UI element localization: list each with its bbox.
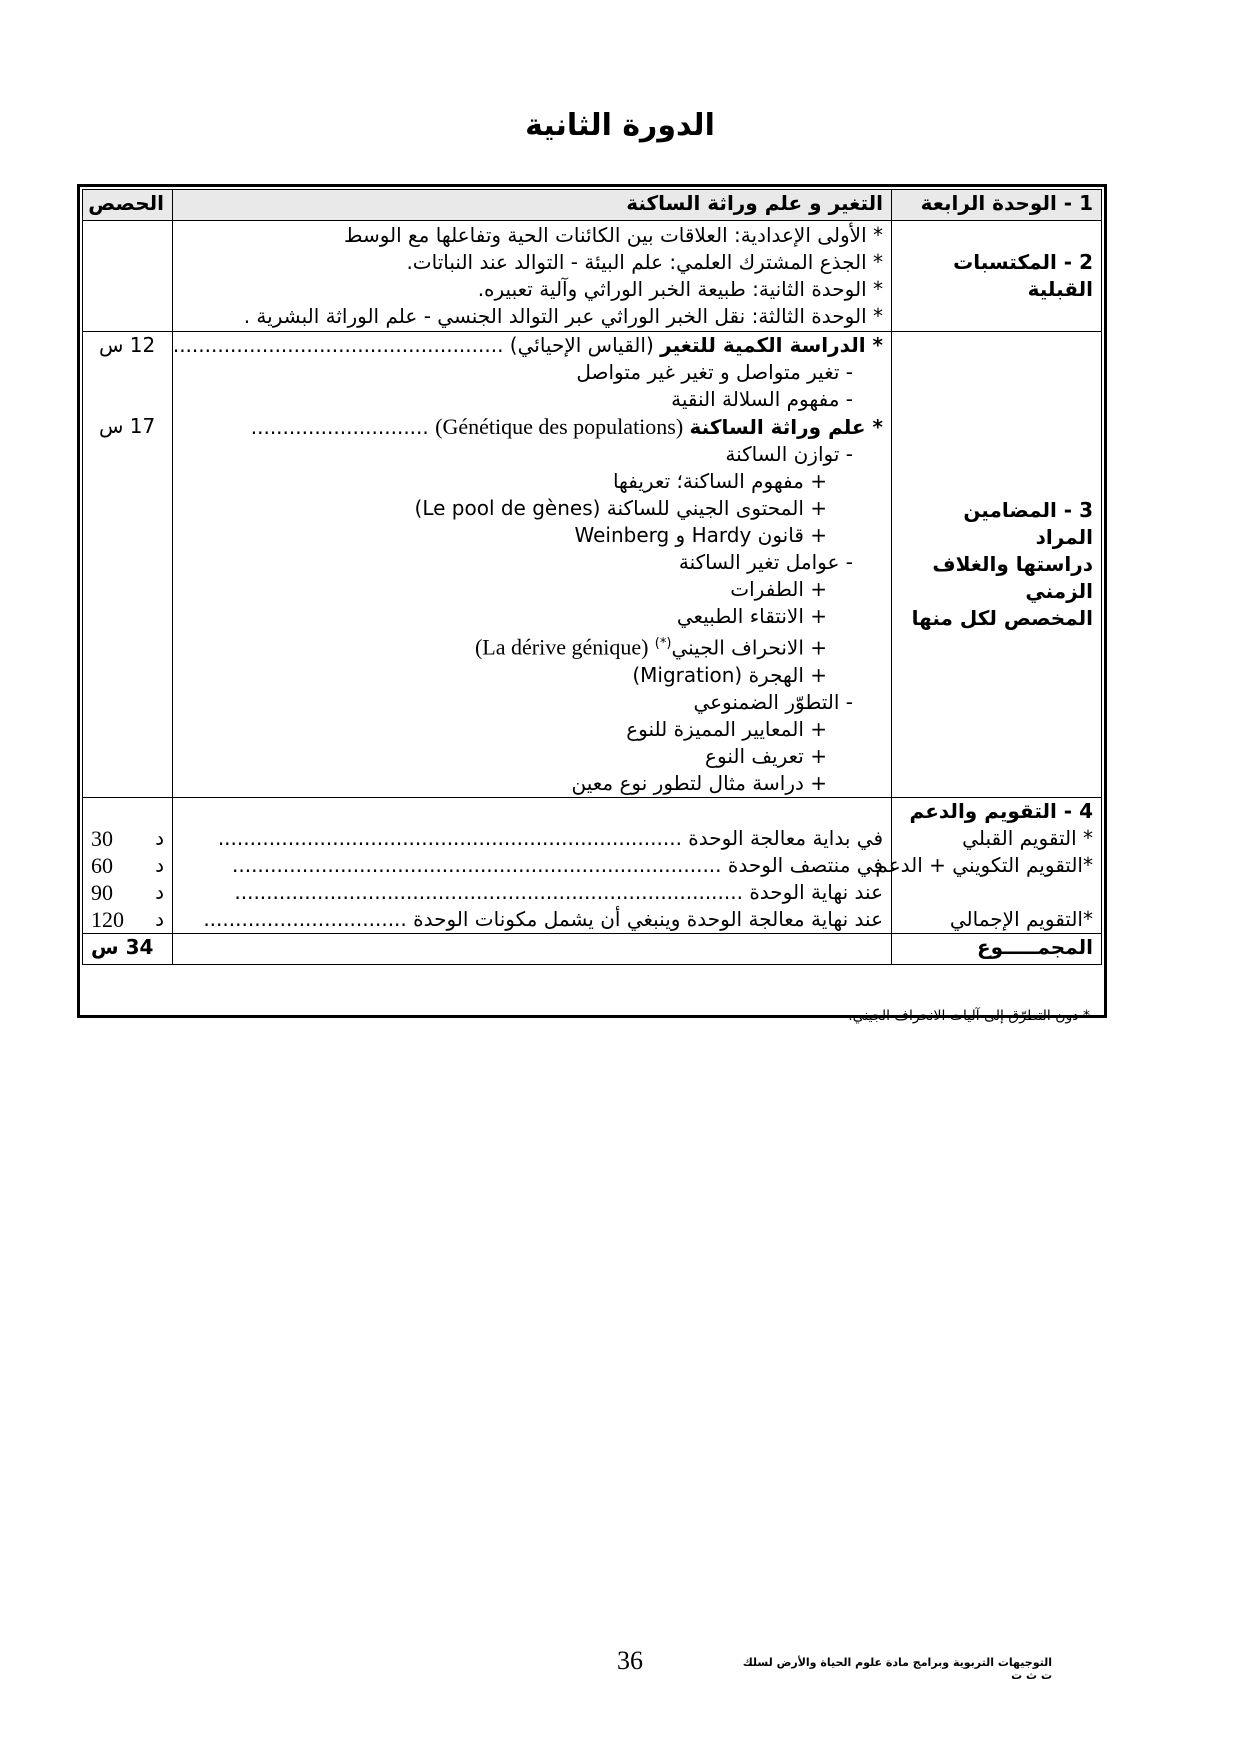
- evaluation-types: 4 - التقويم والدعم * التقويم القبلي *التقويم التكويني + الدعم *التقويم الإجمالي: [892, 797, 1102, 933]
- list-item: * الجذع المشترك العلمي: علم البيئة - التوالد عند النباتات.: [406, 250, 883, 274]
- hours-header: الحصص: [83, 190, 173, 221]
- list-item: * التقويم القبلي: [962, 825, 1093, 850]
- duration: د 120: [91, 906, 164, 932]
- list-item: + مفهوم الساكنة؛ تعريفها: [612, 469, 827, 493]
- contents-list: [173, 332, 892, 798]
- list-item: في بداية معالجة الوحدة .........................................................................: [217, 825, 883, 850]
- list-item: + قانون Hardy و Weinberg: [574, 523, 827, 547]
- prerequisites-list: [173, 221, 892, 332]
- total-value: 34 س: [83, 933, 173, 964]
- list-item: * الأولى الإعدادية: العلاقات بين الكائنات الحية وتفاعلها مع الوسط: [343, 223, 883, 247]
- list-item: في منتصف الوحدة .............................................................................: [232, 852, 883, 877]
- list-item: - توازن الساكنة: [725, 442, 853, 466]
- prerequisites-label: 2 - المكتسبات القبلية: [892, 221, 1102, 332]
- list-item: *التقويم الإجمالي: [949, 906, 1093, 931]
- list-item: * الوحدة الثانية: طبيعة الخبر الوراثي وآلية تعبيره.: [477, 277, 883, 301]
- table-header-row: [83, 190, 1102, 221]
- list-item: - التطوّر الضمنوعي: [693, 689, 853, 714]
- list-item: عند نهاية معالجة الوحدة وينبغي أن يشمل مكونات الوحدة ................................: [203, 906, 883, 931]
- total-row: [83, 933, 1102, 964]
- contents-row: [83, 332, 1102, 798]
- list-item: - عوامل تغير الساكنة: [678, 550, 853, 574]
- list-item: + المحتوى الجيني للساكنة (Le pool de gènes): [414, 496, 827, 520]
- list-item: * الوحدة الثالثة: نقل الخبر الوراثي عبر التوالد الجنسي - علم الوراثة البشرية .: [243, 304, 883, 328]
- content-header: التغير و علم وراثة الساكنة: [173, 190, 892, 221]
- list-item: + تعريف النوع: [705, 743, 827, 768]
- footer-text: التوجيهات التربوية وبرامج مادة علوم الحياة والأرض لسلك ت ث ت: [742, 1656, 1052, 1682]
- section-quantitative: * الدراسة الكمية للتغير (القياس الإحيائي) ....................................................: [172, 333, 883, 357]
- list-item: + الانتقاء الطبيعي: [676, 604, 827, 628]
- list-item: - تغير متواصل و تغير غير متواصل: [576, 360, 853, 384]
- unit-header: 1 - الوحدة الرابعة: [892, 190, 1102, 221]
- list-item: + الانحراف الجيني(*) (La dérive génique): [474, 634, 827, 660]
- page-title: الدورة الثانية: [525, 108, 715, 143]
- list-item: + الهجرة (Migration): [632, 662, 827, 687]
- evaluation-durations: [83, 797, 173, 933]
- total-label: المجمـــــوع: [892, 933, 1102, 964]
- evaluation-timing: [173, 797, 892, 933]
- list-item: عند نهاية الوحدة ................................................................................: [234, 879, 883, 904]
- contents-label: 3 - المضامين المراد دراستها والغلاف الزمني المخصص لكل منها: [892, 332, 1102, 798]
- duration: د 90: [91, 879, 164, 905]
- list-item: *التقويم التكويني + الدعم: [875, 852, 1093, 877]
- list-item: + المعايير المميزة للنوع: [626, 716, 827, 741]
- list-item: [900, 879, 1093, 906]
- contents-hours: 12 س 17 س: [83, 332, 173, 798]
- page-number: 36: [617, 1646, 643, 1675]
- duration: د 60: [91, 852, 164, 878]
- prerequisites-row: [83, 221, 1102, 332]
- list-item: - مفهوم السلالة النقية: [671, 387, 853, 411]
- list-item: + دراسة مثال لتطور نوع معين: [571, 770, 827, 795]
- footnote: * دون التطرّق إلى آليات الانحراف الجيني.: [848, 1008, 1090, 1024]
- curriculum-table: [82, 189, 1102, 965]
- section-population-genetics: * علم وراثة الساكنة (Génétique des populations) ............................: [250, 414, 883, 439]
- evaluation-row: [83, 797, 1102, 933]
- duration: د 30: [91, 825, 164, 851]
- list-item: + الطفرات: [730, 577, 827, 601]
